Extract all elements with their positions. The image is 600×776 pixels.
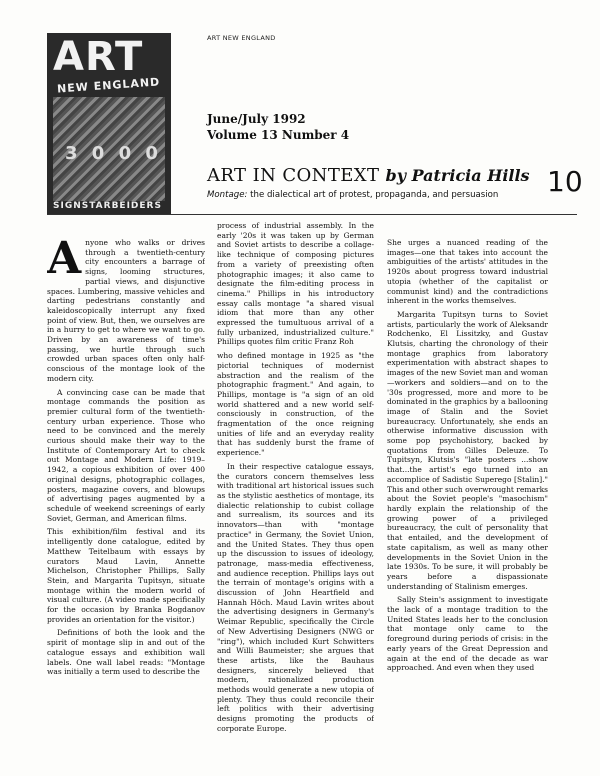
- cover-region: NEW ENGLAND: [56, 75, 161, 96]
- subtitle-rest: the dialectical art of protest, propaganda, and persuasion: [247, 190, 499, 200]
- paragraph: She urges a nuanced reading of the images—one that takes into account the ambiguities of the artists' attitudes in the 1920s about progress toward industrial utopia (whether of the capitalist or communist kind) and the contradictions inherent in the works themselves.: [387, 238, 548, 306]
- text-column-3: [387, 238, 548, 768]
- article-title-line: [207, 165, 542, 186]
- page-number: 10: [547, 165, 583, 198]
- issue-volume: Volume 13 Number 4: [207, 128, 350, 142]
- issue-date: June/July 1992: [207, 112, 306, 126]
- paragraph: who defined montage in 1925 as "the pictorial techniques of modernist abstraction and the realism of the photographic fragment." And again, to Phillips, montage is "a sign of an old world shattered and a new world self-consciously in construction, of the fragmentation of the once reigning unities of life and an everyday reality that has suddenly burst the frame of experience.": [217, 351, 374, 458]
- paragraph: This exhibition/film festival and its intelligently done catalogue, edited by Matthew Teitelbaum with essays by curators Maud Lavin, Annette Michelson, Christopher Phillips, Sally Stein, and Margarita Tupitsyn, situate montage within the modern world of visual culture. (A video made specifically for the occasion by Branka Bogdanov provides an orientation for the visitor.): [47, 527, 205, 624]
- issue-info: [207, 111, 349, 143]
- drop-cap: A: [47, 238, 82, 284]
- text-column-2: [217, 221, 374, 771]
- paragraph: Sally Stein's assignment to investigate the lack of a montage tradition to the United States leads her to the conclusion that montage only came to the foreground during periods of crisis: in the early years of the Great Depression and again at the end of the decade as war approached. And even when they used: [387, 595, 548, 673]
- paragraph: A convincing case can be made that montage commands the position as premier cultural form of the twentieth-century urban experience. Those who need to be convinced and the merely curious should make their way to the Institute of Contemporary Art to check out Montage and Modern Life: 1919–1942, a copious exhibition of over 400 original designs, photographic collages, posters, magazine covers, and blowups of advertising pages augmented by a schedule of weekend screenings of early Soviet, German, and American films.: [47, 387, 205, 523]
- header-rule: [47, 214, 577, 215]
- article-subtitle: [207, 190, 542, 200]
- running-head: ART NEW ENGLAND: [207, 34, 276, 42]
- article-title: ART IN CONTEXT: [207, 165, 380, 186]
- subtitle-lead: Montage:: [207, 190, 248, 200]
- article-byline: by Patricia Hills: [385, 166, 530, 185]
- cover-bottom-text: SIGNSTARBEIDERS: [53, 201, 162, 211]
- paragraph: In their respective catalogue essays, the curators concern themselves less with traditional art historical issues such as the stylistic aesthetics of montage, its dialectic relationship to cubist collage and surrealism, its sources and its innovators—than with "montage practice" in Germany, the Soviet Union, and the United States. They thus open up the discussion to issues of ideology, patronage, mass-media effectiveness, and audience reception. Phillips lays out the terrain of montage's origins with a discussion of John Heartfield and Hannah Höch. Maud Lavin writes about the advertising designers in Germany's Weimar Republic, specifically the Circle of New Advertising Designers (NWG or "ring"), which included Kurt Schwitters and Willi Baumeister; she argues that these artists, like the Bauhaus designers, sincerely believed that modern, rationalized production methods would generate a new utopia of plenty. They thus could reconcile their left politics with their advertising designs promoting the products of corporate Europe.: [217, 461, 374, 733]
- cover-masthead: ART: [53, 34, 144, 80]
- magazine-cover-image: [47, 33, 171, 215]
- paragraph: Margarita Tupitsyn turns to Soviet artists, particularly the work of Aleksandr Rodchenko, El Lissitzky, and Gustav Klutsis, charting the chronology of their montage graphics from laboratory experimentation with abstract shapes to images of the new Soviet man and woman—workers and soldiers—and on to the '30s progressed, more and more to be dominated in the graphics by a ballooning image of Stalin and the Soviet bureaucracy. Unfortunately, she ends an otherwise informative discussion with some pop psychohistory, backed by quotations from Gilles Deleuze. To Tupitsyn, Klutsis's "late posters ...show that...the artist's ego turned into an accomplice of Sadistic Superego [Stalin]." This and other such overwrought remarks about the Soviet people's "masochism" hardly explain the relationship of the growing power of a privileged bureaucracy, the cult of personality that that entailed, and the development of state capitalism, as well as many other developments in the Soviet Union in the late 1930s. To be sure, it will probably be years before a dispassionate understanding of Stalinism emerges.: [387, 309, 548, 591]
- paragraph: Definitions of both the look and the spirit of montage slip in and out of the catalogue essays and exhibition wall labels. One wall label reads: "Montage was initially a term used to describe the: [47, 628, 205, 677]
- article-header: [207, 165, 542, 200]
- paragraph: process of industrial assembly. In the early '20s it was taken up by German and Soviet artists to describe a collage-like technique of composing pictures from a variety of preexisting often photographic images; it also came to designate the film-editing process in cinema." Phillips in his introductory essay calls montage "a shared visual idiom that more than any other expressed the tumultuous arrival of a fully urbanized, industrialized culture." Phillips quotes film critic Franz Roh: [217, 221, 374, 347]
- paragraph: Anyone who walks or drives through a twentieth-century city encounters a barrage of signs, looming structures, partial views, and disjunctive spaces. Lumbering, massive vehicles and darting pedestrians constantly and kaleidoscopically interrupt any fixed point of view. But, then, we ourselves are in a hurry to get to where we want to go. Driven by an awareness of time's passing, we hurtle through such crowded urban spaces often only half-conscious of the montage look of the modern city.: [47, 238, 205, 383]
- text-column-1: [47, 238, 205, 768]
- cover-numbers: 3 0 0 0: [65, 143, 162, 164]
